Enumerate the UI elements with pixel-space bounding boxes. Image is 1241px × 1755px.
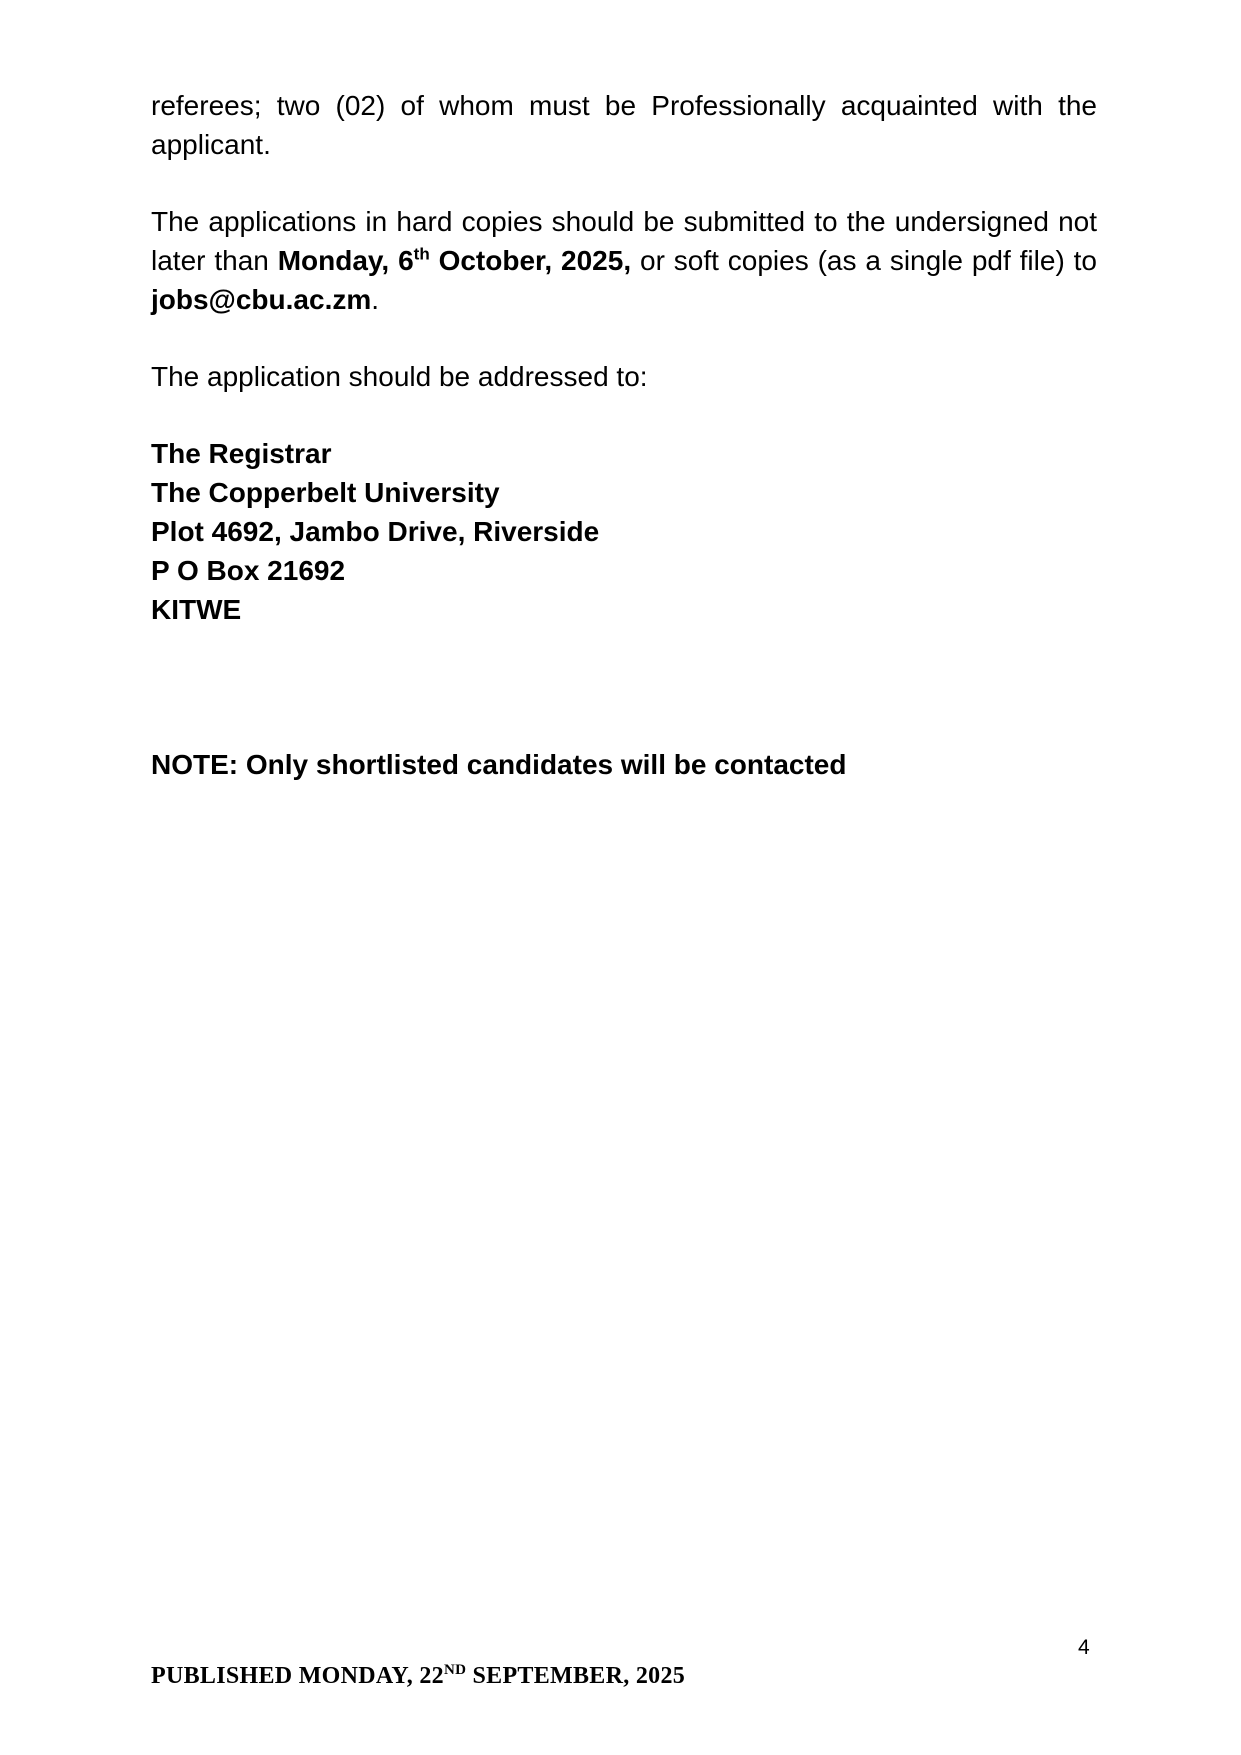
addressed-to-paragraph: The application should be addressed to:	[151, 361, 648, 392]
submission-text-2: or soft copies (as a single pdf file) to	[631, 245, 1097, 276]
shortlist-note: NOTE: Only shortlisted candidates will be contacted	[151, 749, 847, 780]
page-body	[151, 86, 1097, 784]
published-ordinal: ND	[443, 1662, 467, 1678]
deadline-date: October, 2025,	[429, 245, 632, 276]
address-line-pobox: P O Box 21692	[151, 555, 346, 586]
submission-text-3: .	[371, 284, 380, 315]
application-email: jobs@cbu.ac.zm	[151, 284, 372, 315]
deadline-day: Monday, 6	[277, 245, 414, 276]
address-line-title: The Registrar	[151, 438, 332, 469]
published-date-footer	[151, 1662, 685, 1690]
submission-text-1: The applications in hard copies should be submitted to the undersigned not later than	[151, 206, 1097, 276]
published-prefix: PUBLISHED MONDAY, 22	[151, 1663, 444, 1689]
deadline-ordinal: th	[413, 244, 430, 264]
address-line-institution: The Copperbelt University	[151, 477, 500, 508]
page-number: 4	[1078, 1636, 1090, 1659]
registrar-address	[151, 434, 1097, 629]
address-line-city: KITWE	[151, 594, 242, 625]
submission-paragraph	[151, 202, 1097, 319]
published-suffix: SEPTEMBER, 2025	[466, 1663, 686, 1689]
referees-paragraph: referees; two (02) of whom must be Professionally acquainted with the applicant.	[151, 90, 1097, 160]
address-line-street: Plot 4692, Jambo Drive, Riverside	[151, 516, 600, 547]
